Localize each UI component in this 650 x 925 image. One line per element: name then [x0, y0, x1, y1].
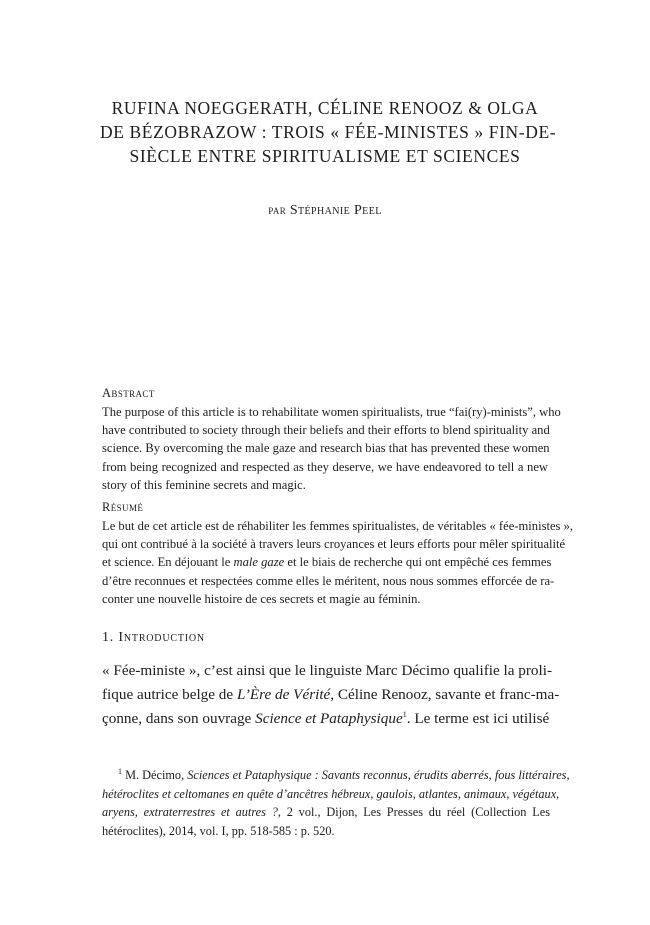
body-line [102, 707, 548, 731]
body-line: « Fée-ministe », c’est ainsi que le linguiste Marc Décimo qualifie la proli- [102, 662, 553, 679]
resume-text [102, 517, 574, 608]
article-title [100, 96, 557, 168]
footnote-reference[interactable]: 1 [402, 709, 407, 719]
title-line: RUFINA NOEGGERATH, CÉLINE RENOOZ & OLGA [111, 98, 539, 118]
footnote-line [102, 766, 570, 785]
body-italic-title: L’Ère de Vérité [236, 685, 331, 703]
section-heading [102, 630, 205, 646]
resume-line [102, 553, 552, 571]
footnote [102, 766, 570, 840]
author-byline [0, 202, 650, 219]
footnote-line [102, 803, 550, 822]
resume-italic-term: male gaze [233, 555, 285, 570]
footnote-line [102, 785, 560, 804]
footnote-number: 1 [118, 766, 122, 776]
section-title: Introduction [118, 630, 205, 645]
abstract-line: The purpose of this article is to rehabilitate women spiritualists, true “fai(ry)-minists”, who [102, 405, 561, 419]
abstract-line: science. By overcoming the male gaze and research bias that has prevented these women [102, 441, 550, 456]
footnote-text-run: , 2 vol., Dijon, Les Presses du réel (Collection Les [277, 805, 550, 819]
body-text-run: fique autrice belge de [102, 685, 237, 703]
abstract-label: Abstract [102, 386, 155, 400]
body-text-run: . Le terme est ici utilisé [406, 709, 550, 727]
resume-text-run: et le biais de recherche qui ont empêché ces femmes [284, 555, 552, 570]
title-line: DE BÉZOBRAZOW : TROIS « FÉE-MINISTES » FIN-DE- [100, 122, 557, 142]
abstract-text [102, 403, 561, 494]
section-number: 1. [102, 630, 115, 645]
resume-text-run: et science. En déjouant le [102, 555, 234, 570]
resume-label: Résumé [102, 500, 144, 514]
footnote-text-run: M. Décimo, [122, 768, 188, 782]
abstract-line: from being recognized and respected as they deserve, we have endeavored to tell a new [102, 459, 548, 474]
author-name: Stéphanie Peel [289, 203, 382, 218]
footnote-italic-run: aryens, extraterrestres et autres ? [102, 805, 278, 819]
resume-line: qui ont contribué à la société à travers leurs croyances et leurs efforts pour mêler spiritualité [102, 537, 566, 552]
title-line: SIÈCLE ENTRE SPIRITUALISME ET SCIENCES [129, 146, 521, 166]
body-text-run: çonne, dans son ouvrage [102, 709, 256, 727]
abstract-line: have contributed to society through their beliefs and their efforts to blend spirituality and [102, 423, 550, 438]
body-text-run: , Céline Renooz, savante et franc-ma- [330, 685, 560, 703]
resume-line: conter une nouvelle histoire de ces secrets et magie au féminin. [102, 591, 421, 606]
resume-line: d’être reconnues et respectées comme elles le méritent, nous nous sommes efforcée de ra- [102, 573, 555, 588]
body-line [102, 683, 560, 707]
footnote-line: hétéroclites), 2014, vol. I, pp. 518-585 : p. 520. [102, 823, 335, 838]
abstract-line: story of this feminine secrets and magic. [102, 477, 306, 492]
body-italic-title: Science et Pataphysique [255, 709, 403, 727]
resume-line: Le but de cet article est de réhabiliter les femmes spiritualistes, de véritables « fée-ministes », [102, 519, 574, 533]
footnote-italic-run: Sciences et Pataphysique : Savants reconnus, érudits aberrés, fous littéraires, [187, 768, 570, 782]
footnote-italic-run: hétéroclites et celtomanes en quête d’ancêtres hébreux, gaulois, atlantes, animaux, végétaux, [102, 786, 560, 801]
body-paragraph [102, 659, 560, 730]
author-prefix: par [268, 202, 287, 217]
